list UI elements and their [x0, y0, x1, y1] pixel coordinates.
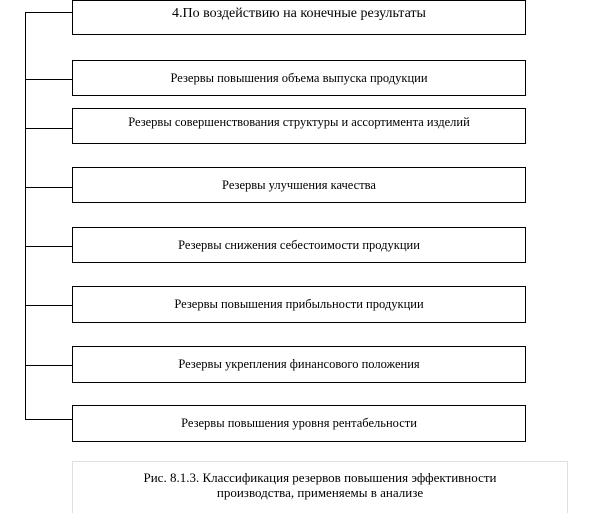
category-label: Резервы укрепления финансового положения [178, 357, 420, 371]
category-label: Резервы совершенствования структуры и ассортимента изделий [128, 115, 470, 129]
category-label: Резервы повышения объема выпуска продукции [170, 70, 428, 85]
caption-line-1: Рис. 8.1.3. Классификация резервов повышения эффективности [143, 470, 497, 485]
category-box-structure-assortment [72, 108, 526, 144]
connector-item-7 [25, 419, 72, 420]
connector-item-3 [25, 187, 72, 188]
category-box-profitability [72, 286, 526, 323]
connector-item-2 [25, 128, 72, 129]
category-label: Резервы повышения прибыльности продукции [174, 297, 424, 311]
category-box-rentability [72, 405, 526, 442]
connector-header [25, 12, 72, 13]
connector-item-6 [25, 365, 72, 366]
category-box-financial-position [72, 346, 526, 383]
category-box-output-volume [72, 60, 526, 96]
connector-item-5 [25, 305, 72, 306]
connector-spine [25, 12, 26, 419]
figure-caption [72, 461, 568, 513]
caption-line-2: производства, применяемы в анализе [216, 485, 424, 500]
header-label: 4.По воздействию на конечные результаты [172, 6, 426, 21]
category-label: Резервы улучшения качества [222, 177, 376, 192]
header-box [72, 0, 526, 35]
category-label: Резервы повышения уровня рентабельности [181, 416, 417, 430]
category-label: Резервы снижения себестоимости продукции [178, 237, 420, 252]
connector-item-1 [25, 79, 72, 80]
category-box-quality [72, 167, 526, 203]
connector-item-4 [25, 246, 72, 247]
category-box-cost-reduction [72, 227, 526, 263]
